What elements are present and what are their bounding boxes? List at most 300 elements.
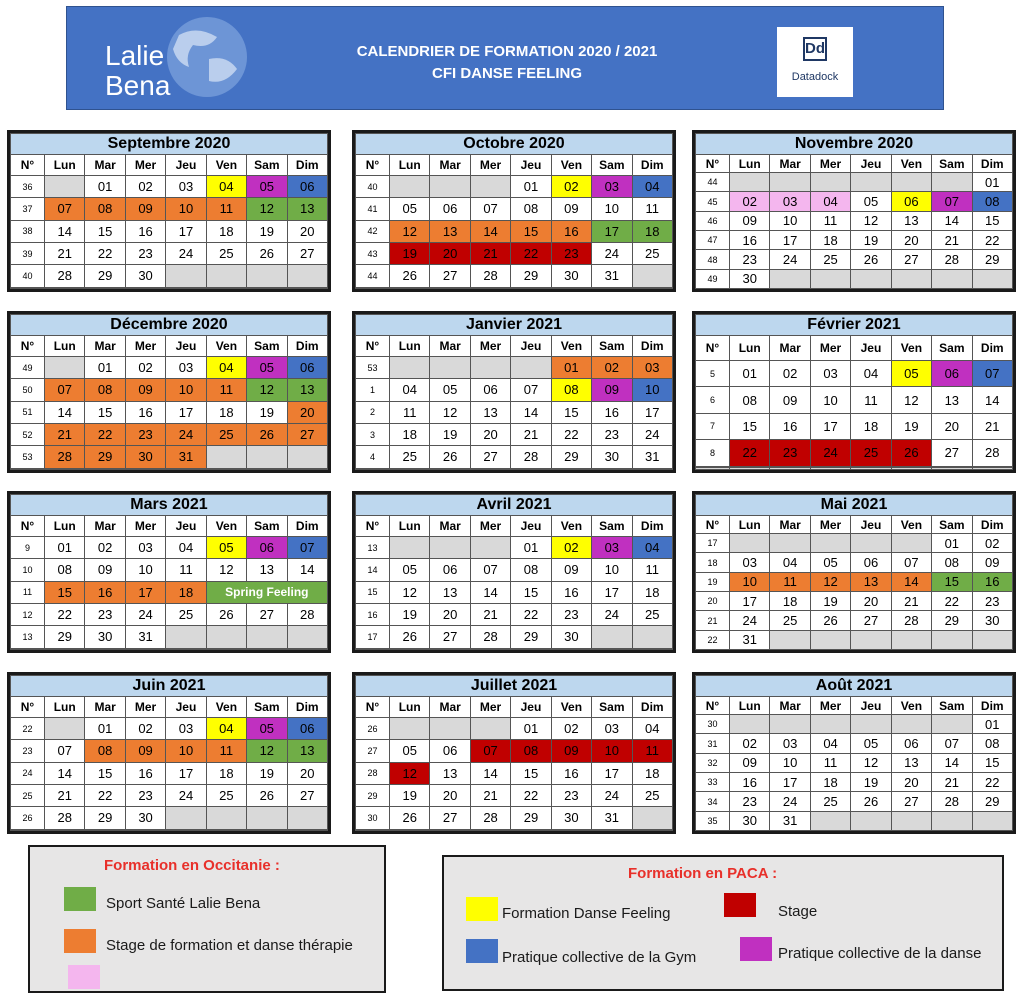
day-cell: 06 bbox=[891, 734, 931, 753]
day-cell: 10 bbox=[166, 198, 206, 220]
week-row bbox=[356, 581, 673, 603]
day-cell: 11 bbox=[632, 740, 672, 762]
day-cell: 18 bbox=[206, 220, 246, 242]
day-cell bbox=[932, 468, 972, 470]
week-row bbox=[11, 356, 328, 378]
week-number: 35 bbox=[696, 811, 730, 830]
day-cell bbox=[632, 626, 672, 648]
day-cell: 15 bbox=[972, 753, 1012, 772]
day-cell: 08 bbox=[730, 387, 770, 413]
day-cell bbox=[470, 287, 510, 288]
day-cell: 06 bbox=[430, 740, 470, 762]
week-row bbox=[356, 559, 673, 581]
day-cell: 15 bbox=[511, 762, 551, 784]
weekday-header: Sam bbox=[592, 697, 632, 718]
week-number: 1 bbox=[356, 379, 390, 401]
day-cell: 21 bbox=[891, 592, 931, 611]
day-cell: 21 bbox=[470, 784, 510, 806]
day-cell bbox=[730, 173, 770, 192]
weekday-header: Mar bbox=[770, 336, 810, 361]
day-cell bbox=[247, 807, 287, 829]
weekday-header: Dim bbox=[972, 697, 1012, 715]
day-cell bbox=[206, 626, 246, 648]
weekday-header: Lun bbox=[730, 336, 770, 361]
day-cell: 01 bbox=[932, 534, 972, 553]
weekday-header: Mer bbox=[470, 516, 510, 537]
day-cell bbox=[851, 715, 891, 734]
day-cell bbox=[287, 626, 327, 648]
day-cell: 18 bbox=[810, 231, 850, 250]
day-cell: 08 bbox=[551, 379, 591, 401]
day-cell bbox=[632, 807, 672, 829]
week-number: 32 bbox=[696, 753, 730, 772]
week-row bbox=[11, 401, 328, 423]
day-cell: 13 bbox=[891, 211, 931, 230]
week-row bbox=[356, 648, 673, 649]
day-cell bbox=[551, 287, 591, 288]
day-cell: 15 bbox=[551, 401, 591, 423]
day-cell: 24 bbox=[125, 603, 165, 625]
day-cell bbox=[206, 648, 246, 649]
week-row bbox=[11, 242, 328, 264]
day-cell: 09 bbox=[551, 559, 591, 581]
day-cell: 23 bbox=[85, 603, 125, 625]
day-cell: 21 bbox=[45, 423, 85, 445]
day-cell bbox=[632, 829, 672, 830]
day-cell: 11 bbox=[770, 572, 810, 591]
weekday-header: Ven bbox=[891, 697, 931, 715]
day-cell: 11 bbox=[206, 740, 246, 762]
day-cell: 31 bbox=[730, 630, 770, 649]
weekday-header: Lun bbox=[45, 697, 85, 718]
day-cell bbox=[247, 626, 287, 648]
month-10 bbox=[352, 672, 676, 834]
week-row bbox=[696, 592, 1013, 611]
day-cell: 28 bbox=[511, 446, 551, 468]
week-row bbox=[11, 198, 328, 220]
day-cell bbox=[932, 173, 972, 192]
legend-label-sport-sante: Sport Santé Lalie Bena bbox=[106, 895, 261, 912]
day-cell bbox=[592, 648, 632, 649]
day-cell: 16 bbox=[551, 762, 591, 784]
day-cell: 30 bbox=[551, 265, 591, 287]
day-cell: 12 bbox=[247, 198, 287, 220]
day-cell: 23 bbox=[730, 792, 770, 811]
day-cell: 07 bbox=[891, 553, 931, 572]
day-cell bbox=[592, 829, 632, 830]
week-row bbox=[696, 250, 1013, 269]
week-number: 25 bbox=[11, 784, 45, 806]
day-cell: 16 bbox=[125, 762, 165, 784]
day-cell: 27 bbox=[287, 784, 327, 806]
week-row bbox=[11, 762, 328, 784]
weekday-header: Lun bbox=[390, 155, 430, 176]
day-cell: 17 bbox=[592, 220, 632, 242]
day-cell: 07 bbox=[45, 740, 85, 762]
weekday-header: Jeu bbox=[511, 697, 551, 718]
weekday-header: Dim bbox=[972, 516, 1012, 534]
day-cell: 21 bbox=[45, 784, 85, 806]
day-cell: 16 bbox=[125, 220, 165, 242]
day-cell: 03 bbox=[166, 717, 206, 739]
day-cell: 19 bbox=[390, 784, 430, 806]
day-cell bbox=[810, 468, 850, 470]
week-row bbox=[11, 717, 328, 739]
week-number: 2 bbox=[356, 401, 390, 423]
day-cell: 14 bbox=[932, 753, 972, 772]
week-number: 40 bbox=[11, 265, 45, 287]
week-row bbox=[696, 173, 1013, 192]
day-cell: 21 bbox=[932, 773, 972, 792]
day-cell: 04 bbox=[810, 192, 850, 211]
day-cell bbox=[247, 287, 287, 288]
day-cell bbox=[770, 269, 810, 288]
day-cell: 03 bbox=[592, 536, 632, 558]
day-cell bbox=[932, 811, 972, 830]
day-cell: 25 bbox=[206, 423, 246, 445]
week-number: 39 bbox=[11, 242, 45, 264]
day-cell: 27 bbox=[470, 446, 510, 468]
week-row bbox=[696, 211, 1013, 230]
day-cell: 24 bbox=[770, 250, 810, 269]
legend-swatch-pink bbox=[68, 965, 100, 989]
day-cell: 30 bbox=[551, 626, 591, 648]
day-cell: 12 bbox=[247, 740, 287, 762]
day-cell: 16 bbox=[730, 773, 770, 792]
day-cell: 07 bbox=[511, 379, 551, 401]
day-cell: 12 bbox=[891, 387, 931, 413]
day-cell: 31 bbox=[770, 811, 810, 830]
week-row bbox=[356, 740, 673, 762]
day-cell: 08 bbox=[511, 198, 551, 220]
day-cell: 04 bbox=[632, 536, 672, 558]
day-cell: 13 bbox=[247, 559, 287, 581]
day-cell bbox=[125, 468, 165, 469]
day-cell: 25 bbox=[632, 603, 672, 625]
day-cell: 14 bbox=[891, 572, 931, 591]
day-cell bbox=[932, 269, 972, 288]
day-cell: 02 bbox=[125, 356, 165, 378]
week-number: 53 bbox=[11, 446, 45, 468]
month-7 bbox=[352, 491, 676, 653]
weekday-header: Mer bbox=[125, 516, 165, 537]
day-cell bbox=[85, 287, 125, 288]
week-number-header: N° bbox=[356, 697, 390, 718]
day-cell: 12 bbox=[390, 581, 430, 603]
day-cell bbox=[390, 536, 430, 558]
day-cell bbox=[770, 173, 810, 192]
week-row bbox=[696, 468, 1013, 470]
day-cell: 15 bbox=[85, 220, 125, 242]
day-cell: 13 bbox=[851, 572, 891, 591]
day-cell: 29 bbox=[511, 807, 551, 829]
day-cell: 17 bbox=[770, 773, 810, 792]
day-cell: 29 bbox=[972, 250, 1012, 269]
week-number: 8 bbox=[696, 440, 730, 466]
day-cell bbox=[287, 446, 327, 468]
day-cell: 08 bbox=[85, 198, 125, 220]
month-2 bbox=[692, 130, 1016, 292]
day-cell: 28 bbox=[470, 265, 510, 287]
day-cell: 02 bbox=[551, 717, 591, 739]
week-number: 46 bbox=[696, 211, 730, 230]
day-cell bbox=[810, 269, 850, 288]
day-cell: 10 bbox=[770, 211, 810, 230]
month-0 bbox=[7, 130, 331, 292]
month-title: Mai 2021 bbox=[696, 495, 1013, 516]
day-cell bbox=[45, 287, 85, 288]
month-title: Juillet 2021 bbox=[356, 676, 673, 697]
day-cell: 20 bbox=[891, 231, 931, 250]
weekday-header: Lun bbox=[730, 155, 770, 173]
day-cell bbox=[592, 287, 632, 288]
month-8 bbox=[692, 491, 1016, 653]
weekday-header: Jeu bbox=[851, 516, 891, 534]
day-cell: 06 bbox=[430, 198, 470, 220]
day-cell: 23 bbox=[770, 440, 810, 466]
day-cell: 22 bbox=[551, 423, 591, 445]
day-cell bbox=[390, 175, 430, 197]
week-number: 5 bbox=[696, 360, 730, 386]
weekday-header: Mar bbox=[430, 697, 470, 718]
day-cell: 25 bbox=[810, 250, 850, 269]
weekday-header: Mar bbox=[85, 516, 125, 537]
week-number: 45 bbox=[696, 192, 730, 211]
week-number bbox=[356, 648, 390, 649]
day-cell: 27 bbox=[430, 626, 470, 648]
weekday-header: Ven bbox=[551, 155, 591, 176]
legend-swatch-orange bbox=[64, 929, 96, 953]
day-cell: 05 bbox=[390, 740, 430, 762]
day-cell: 21 bbox=[470, 603, 510, 625]
weekday-header: Jeu bbox=[166, 516, 206, 537]
day-cell bbox=[511, 829, 551, 830]
logo-text-line2: Bena bbox=[105, 70, 171, 101]
week-row bbox=[11, 536, 328, 558]
day-cell: 31 bbox=[592, 807, 632, 829]
week-number-header: N° bbox=[356, 516, 390, 537]
day-cell: 07 bbox=[972, 360, 1012, 386]
day-cell: 06 bbox=[851, 553, 891, 572]
day-cell: 25 bbox=[390, 446, 430, 468]
day-cell: 19 bbox=[247, 401, 287, 423]
day-cell: 02 bbox=[551, 536, 591, 558]
month-title: Mars 2021 bbox=[11, 495, 328, 516]
week-row bbox=[11, 559, 328, 581]
day-cell: 09 bbox=[551, 198, 591, 220]
weekday-header: Jeu bbox=[166, 697, 206, 718]
week-row bbox=[696, 192, 1013, 211]
day-cell: 30 bbox=[551, 807, 591, 829]
day-cell: 01 bbox=[511, 536, 551, 558]
day-cell: 02 bbox=[125, 175, 165, 197]
weekday-header: Sam bbox=[932, 155, 972, 173]
weekday-header: Sam bbox=[247, 336, 287, 357]
day-cell: 22 bbox=[85, 423, 125, 445]
day-cell bbox=[851, 173, 891, 192]
legend-swatch-blue bbox=[466, 939, 498, 963]
day-cell bbox=[287, 829, 327, 830]
day-cell: 16 bbox=[770, 413, 810, 439]
weekday-header: Mer bbox=[810, 155, 850, 173]
weekday-header: Ven bbox=[891, 155, 931, 173]
legend-label-stage-formation: Stage de formation et danse thérapie bbox=[106, 937, 353, 954]
day-cell bbox=[810, 715, 850, 734]
weekday-header: Mer bbox=[125, 155, 165, 176]
day-cell: 10 bbox=[592, 559, 632, 581]
week-row bbox=[696, 440, 1013, 466]
day-cell bbox=[206, 829, 246, 830]
day-cell bbox=[632, 468, 672, 469]
day-cell: 29 bbox=[85, 265, 125, 287]
day-cell: 19 bbox=[810, 592, 850, 611]
day-cell: 16 bbox=[85, 581, 125, 603]
day-cell: 23 bbox=[125, 423, 165, 445]
day-cell: 14 bbox=[287, 559, 327, 581]
day-cell bbox=[470, 175, 510, 197]
week-number: 53 bbox=[356, 356, 390, 378]
day-cell: 20 bbox=[430, 784, 470, 806]
week-row bbox=[696, 269, 1013, 288]
day-cell: 27 bbox=[891, 250, 931, 269]
day-cell bbox=[810, 534, 850, 553]
month-9 bbox=[7, 672, 331, 834]
day-cell: 10 bbox=[770, 753, 810, 772]
day-cell: 18 bbox=[206, 401, 246, 423]
week-number: 20 bbox=[696, 592, 730, 611]
week-row bbox=[356, 829, 673, 830]
week-row bbox=[11, 648, 328, 649]
week-row bbox=[356, 603, 673, 625]
week-number bbox=[356, 468, 390, 469]
day-cell: 15 bbox=[85, 401, 125, 423]
day-cell: 11 bbox=[632, 559, 672, 581]
day-cell: 26 bbox=[390, 807, 430, 829]
day-cell bbox=[166, 807, 206, 829]
day-cell bbox=[166, 468, 206, 469]
week-number bbox=[11, 468, 45, 469]
week-number: 24 bbox=[11, 762, 45, 784]
day-cell bbox=[972, 630, 1012, 649]
day-cell: 24 bbox=[730, 611, 770, 630]
week-row bbox=[696, 611, 1013, 630]
week-row bbox=[696, 630, 1013, 649]
day-cell: 05 bbox=[430, 379, 470, 401]
day-cell: 23 bbox=[592, 423, 632, 445]
day-cell: 05 bbox=[390, 198, 430, 220]
day-cell: 13 bbox=[430, 581, 470, 603]
day-cell: 03 bbox=[770, 192, 810, 211]
day-cell: 16 bbox=[551, 581, 591, 603]
week-number: 48 bbox=[696, 250, 730, 269]
week-row bbox=[11, 379, 328, 401]
week-number: 30 bbox=[356, 807, 390, 829]
week-number: 26 bbox=[356, 717, 390, 739]
month-4 bbox=[352, 311, 676, 473]
week-row bbox=[356, 379, 673, 401]
week-number: 17 bbox=[356, 626, 390, 648]
day-cell: 26 bbox=[390, 265, 430, 287]
day-cell: 11 bbox=[851, 387, 891, 413]
day-cell: 28 bbox=[470, 807, 510, 829]
week-row bbox=[696, 734, 1013, 753]
day-cell bbox=[551, 648, 591, 649]
day-cell: 23 bbox=[125, 242, 165, 264]
week-row bbox=[696, 715, 1013, 734]
day-cell: 25 bbox=[166, 603, 206, 625]
day-cell: 11 bbox=[166, 559, 206, 581]
day-cell bbox=[125, 287, 165, 288]
day-cell bbox=[632, 287, 672, 288]
week-number-header: N° bbox=[356, 336, 390, 357]
day-cell: 27 bbox=[247, 603, 287, 625]
day-cell bbox=[972, 811, 1012, 830]
day-cell: 22 bbox=[511, 603, 551, 625]
legend-label-danse: Pratique collective de la danse bbox=[778, 945, 982, 962]
day-cell: 27 bbox=[430, 265, 470, 287]
day-cell: 20 bbox=[430, 603, 470, 625]
day-cell bbox=[206, 265, 246, 287]
day-cell: 04 bbox=[390, 379, 430, 401]
day-cell bbox=[551, 829, 591, 830]
day-cell: 26 bbox=[247, 242, 287, 264]
week-row bbox=[11, 807, 328, 829]
month-title: Février 2021 bbox=[696, 315, 1013, 336]
week-number bbox=[11, 287, 45, 288]
week-row bbox=[11, 446, 328, 468]
weekday-header: Mer bbox=[810, 697, 850, 715]
weekday-header: Dim bbox=[287, 516, 327, 537]
day-cell: 07 bbox=[932, 192, 972, 211]
day-cell: 06 bbox=[287, 175, 327, 197]
day-cell bbox=[810, 173, 850, 192]
week-number-header: N° bbox=[696, 697, 730, 715]
day-cell bbox=[851, 534, 891, 553]
day-cell: 19 bbox=[247, 762, 287, 784]
weekday-header: Sam bbox=[247, 697, 287, 718]
day-cell: 08 bbox=[511, 740, 551, 762]
event-label: Spring Feeling bbox=[206, 581, 327, 603]
month-3 bbox=[7, 311, 331, 473]
day-cell bbox=[972, 468, 1012, 470]
weekday-header: Mar bbox=[430, 336, 470, 357]
day-cell bbox=[632, 648, 672, 649]
weekday-header: Mar bbox=[770, 155, 810, 173]
week-number: 30 bbox=[696, 715, 730, 734]
day-cell: 04 bbox=[770, 553, 810, 572]
week-number bbox=[356, 829, 390, 830]
day-cell: 22 bbox=[730, 440, 770, 466]
legend-swatch-green bbox=[64, 887, 96, 911]
day-cell bbox=[511, 287, 551, 288]
day-cell: 06 bbox=[247, 536, 287, 558]
weekday-header: Dim bbox=[632, 697, 672, 718]
day-cell bbox=[770, 534, 810, 553]
day-cell: 01 bbox=[551, 356, 591, 378]
day-cell bbox=[551, 468, 591, 469]
day-cell: 13 bbox=[287, 740, 327, 762]
day-cell: 17 bbox=[166, 401, 206, 423]
day-cell bbox=[470, 829, 510, 830]
day-cell bbox=[125, 648, 165, 649]
week-row bbox=[11, 581, 328, 603]
day-cell: 10 bbox=[730, 572, 770, 591]
day-cell bbox=[770, 468, 810, 470]
day-cell: 02 bbox=[592, 356, 632, 378]
day-cell bbox=[592, 468, 632, 469]
day-cell bbox=[430, 468, 470, 469]
day-cell: 06 bbox=[287, 717, 327, 739]
